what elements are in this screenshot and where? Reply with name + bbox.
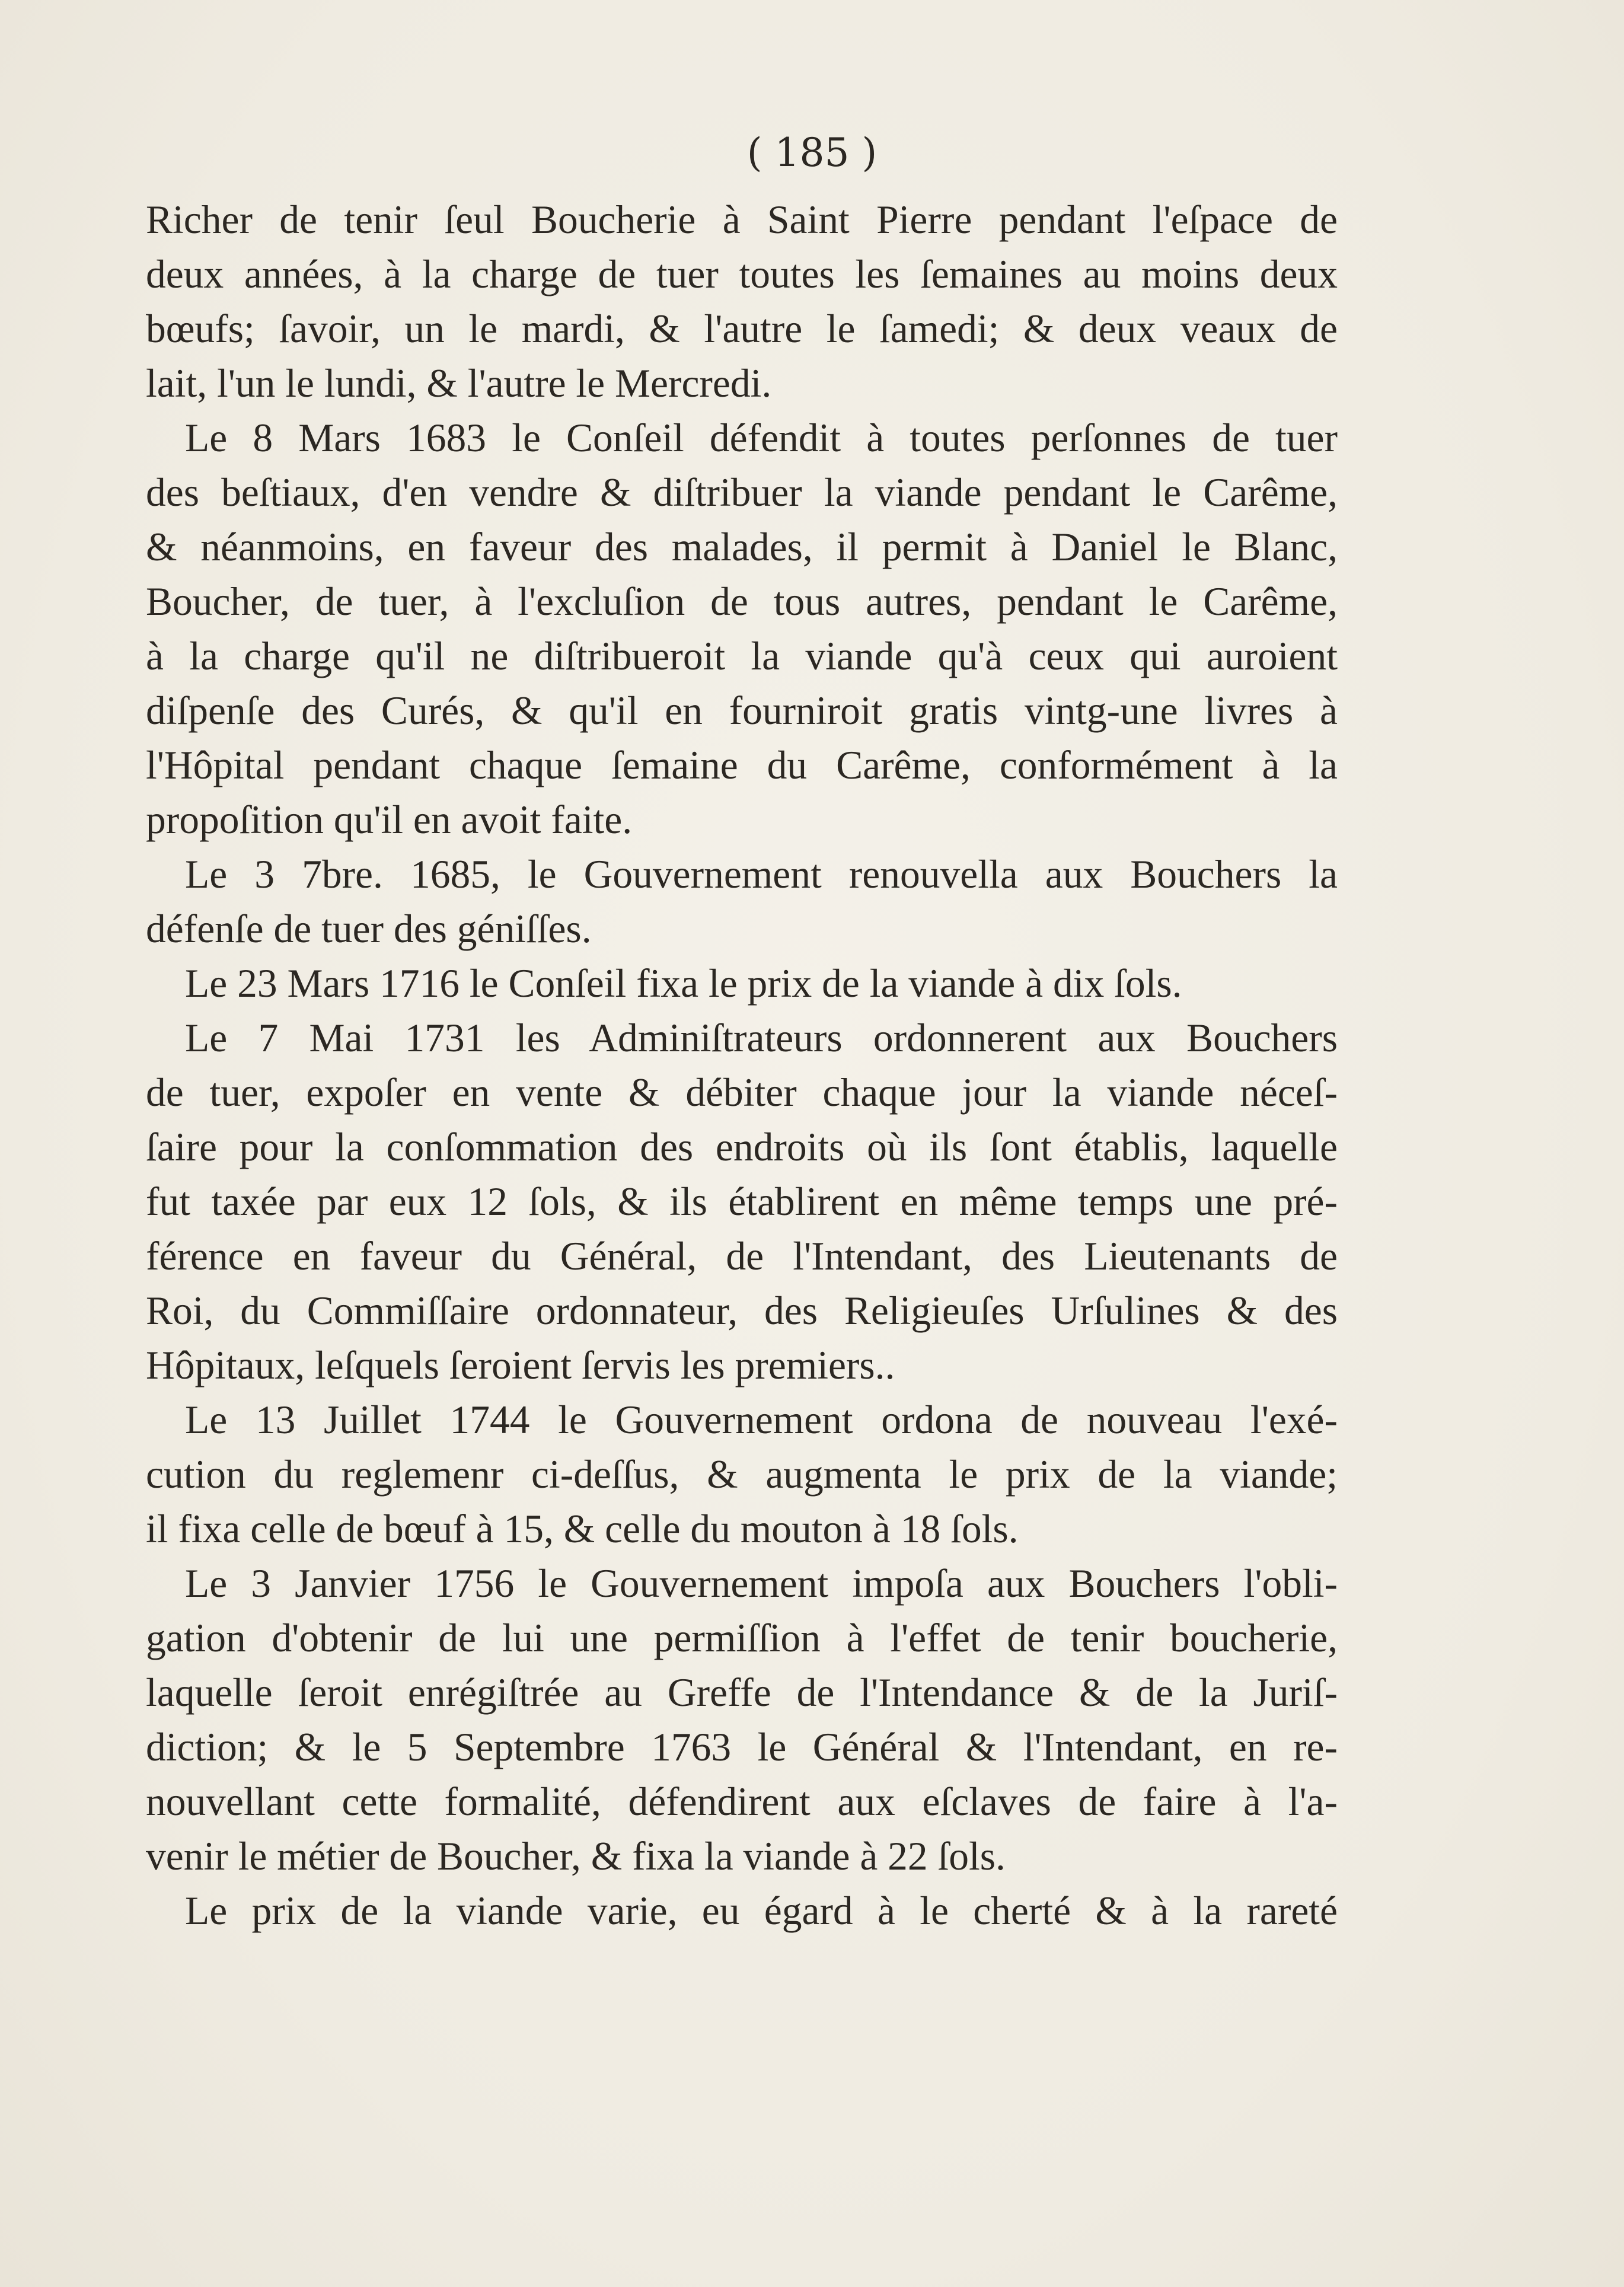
text-line: lait, l'un le lundi, & l'autre le Mercredi. <box>146 361 772 406</box>
text-line: Richer de tenir ſeul Boucherie à Saint Pierre pendant l'eſpace de <box>146 197 1338 242</box>
text-line: diction; & le 5 Septembre 1763 le Général & l'Intendant, en re- <box>146 1725 1338 1769</box>
text-line: fut taxée par eux 12 ſols, & ils établirent en même temps une pré- <box>146 1179 1338 1224</box>
text-line: à la charge qu'il ne diſtribueroit la viande qu'à ceux qui auroient <box>146 634 1338 678</box>
text-line: Le 3 7bre. 1685, le Gouvernement renouvella aux Bouchers la <box>185 852 1338 897</box>
page-number: ( 185 ) <box>746 130 878 176</box>
text-line: nouvellant cette formalité, défendirent aux eſclaves de faire à l'a- <box>146 1779 1338 1824</box>
text-line: & néanmoins, en faveur des malades, il permit à Daniel le Blanc, <box>146 525 1338 569</box>
text-line: il fixa celle de bœuf à 15, & celle du mouton à 18 ſols. <box>146 1507 1019 1551</box>
text-line: diſpenſe des Curés, & qu'il en fourniroit gratis vintg-une livres à <box>146 688 1338 733</box>
text-line: Hôpitaux, leſquels ſeroient ſervis les premiers.. <box>146 1343 895 1387</box>
text-line: gation d'obtenir de lui une permiſſion à l'effet de tenir boucherie, <box>146 1616 1338 1660</box>
text-line: propoſition qu'il en avoit faite. <box>146 798 633 842</box>
text-line: cution du reglemenr ci-deſſus, & augmenta le prix de la viande; <box>146 1452 1338 1497</box>
text-line: Le 7 Mai 1731 les Adminiſtrateurs ordonnerent aux Bouchers <box>185 1016 1338 1060</box>
text-line: l'Hôpital pendant chaque ſemaine du Carême, conformément à la <box>146 743 1338 787</box>
text-line: Le 13 Juillet 1744 le Gouvernement ordona de nouveau l'exé- <box>185 1398 1338 1442</box>
text-line: deux années, à la charge de tuer toutes les ſemaines au moins deux <box>146 252 1338 296</box>
text-line: Le prix de la viande varie, eu égard à le cherté & à la rareté <box>185 1889 1338 1933</box>
text-line: défenſe de tuer des géniſſes. <box>146 907 592 951</box>
text-line: des beſtiaux, d'en vendre & diſtribuer la viande pendant le Carême, <box>146 470 1338 515</box>
text-line: bœufs; ſavoir, un le mardi, & l'autre le ſamedi; & deux veaux de <box>146 307 1338 351</box>
text-line: Le 23 Mars 1716 le Conſeil fixa le prix de la viande à dix ſols. <box>185 961 1182 1006</box>
text-line: férence en faveur du Général, de l'Intendant, des Lieutenants de <box>146 1234 1338 1278</box>
text-line: venir le métier de Boucher, & fixa la viande à 22 ſols. <box>146 1834 1006 1878</box>
text-line: ſaire pour la conſommation des endroits où ils ſont établis, laquelle <box>146 1125 1338 1169</box>
text-line: laquelle ſeroit enrégiſtrée au Greffe de l'Intendance & de la Juriſ- <box>146 1670 1338 1715</box>
text-line: Le 3 Janvier 1756 le Gouvernement impoſa aux Bouchers l'obli- <box>185 1561 1338 1606</box>
text-line: de tuer, expoſer en vente & débiter chaque jour la viande néceſ- <box>146 1070 1338 1115</box>
text-line: Roi, du Commiſſaire ordonnateur, des Religieuſes Urſulines & des <box>146 1288 1338 1333</box>
text-line: Boucher, de tuer, à l'excluſion de tous autres, pendant le Carême, <box>146 579 1338 624</box>
text-line: Le 8 Mars 1683 le Conſeil défendit à toutes perſonnes de tuer <box>185 416 1338 460</box>
body-text <box>146 193 1338 1938</box>
